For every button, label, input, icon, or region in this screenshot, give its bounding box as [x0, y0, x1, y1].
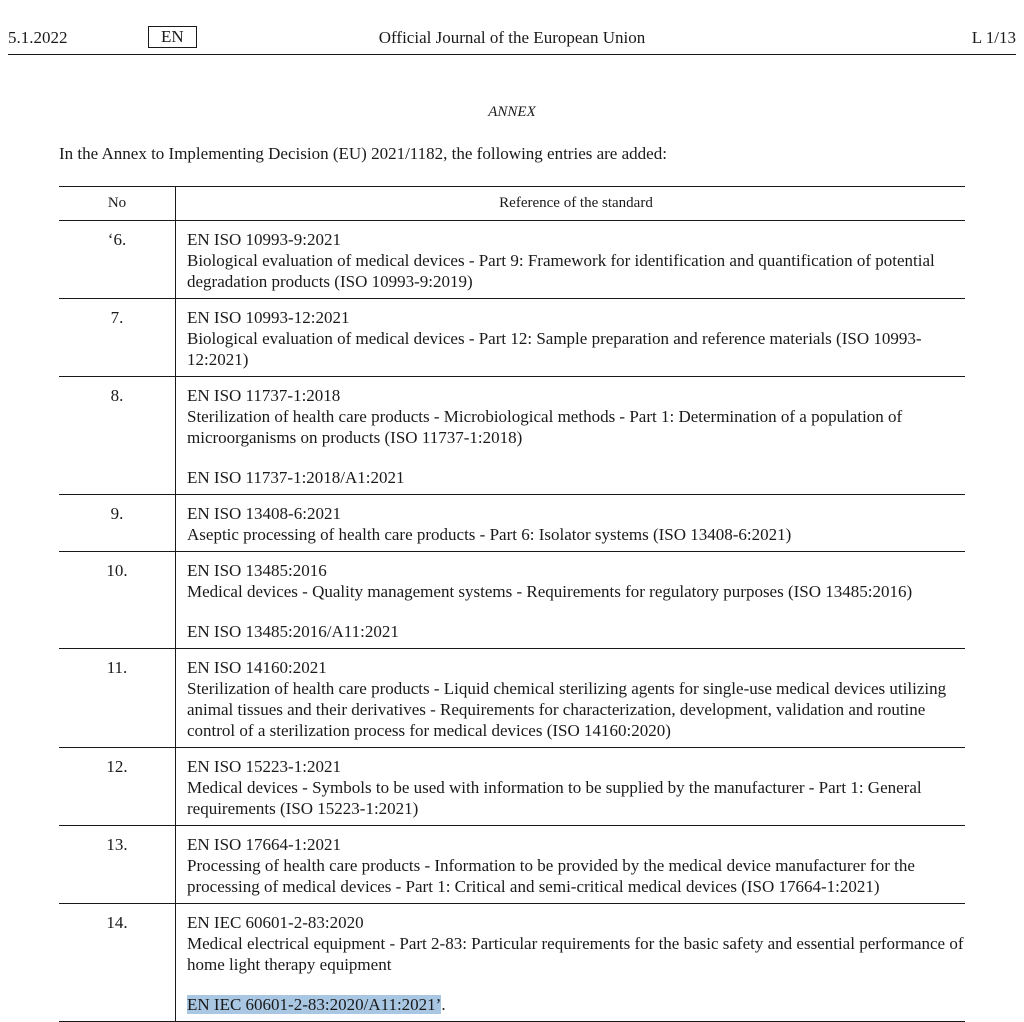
- standard-title: Aseptic processing of health care products - Part 6: Isolator systems (ISO 13408-6:2021): [187, 525, 792, 544]
- table-row: [59, 748, 965, 826]
- table-header-row: [59, 187, 965, 221]
- table-row: [59, 649, 965, 748]
- standard-title: Medical devices - Quality management systems - Requirements for regulatory purposes (ISO 13485:2016): [187, 582, 913, 601]
- selected-text-highlight[interactable]: EN IEC 60601-2-83:2020/A11:2021’: [187, 995, 442, 1014]
- row-reference: [176, 221, 966, 299]
- journal-title: Official Journal of the European Union: [378, 28, 646, 47]
- row-reference: [176, 649, 966, 748]
- page-reference: L 1/13: [971, 28, 1016, 47]
- table-row: [59, 377, 965, 495]
- table-row: [59, 904, 965, 1022]
- row-number: 9.: [59, 495, 176, 552]
- annex-title: ANNEX: [488, 104, 536, 120]
- standard-code: EN ISO 11737-1:2018: [187, 386, 341, 405]
- standard-amendment: EN ISO 13485:2016/A11:2021: [187, 622, 399, 641]
- row-number: 14.: [59, 904, 176, 1022]
- row-reference: [176, 495, 966, 552]
- standard-code: EN ISO 14160:2021: [187, 658, 327, 677]
- row-number: 12.: [59, 748, 176, 826]
- row-reference: [176, 299, 966, 377]
- column-header-reference: Reference of the standard: [176, 187, 966, 221]
- standard-amendment: EN ISO 11737-1:2018/A1:2021: [187, 468, 405, 487]
- standard-title: Sterilization of health care products - Microbiological methods - Part 1: Determination of a population of microorganisms on products (ISO 11737-1:2018): [187, 407, 903, 447]
- table-row: [59, 826, 965, 904]
- row-number: 13.: [59, 826, 176, 904]
- standard-code: EN IEC 60601-2-83:2020: [187, 913, 364, 932]
- row-reference: [176, 826, 966, 904]
- standard-code: EN ISO 15223-1:2021: [187, 757, 341, 776]
- standard-code: EN ISO 10993-9:2021: [187, 230, 341, 249]
- row-number: 11.: [59, 649, 176, 748]
- table-row: [59, 299, 965, 377]
- standard-code: EN ISO 10993-12:2021: [187, 308, 350, 327]
- standard-title: Sterilization of health care products - Liquid chemical sterilizing agents for single-use medical devices utilizing animal tissues and their derivatives - Requirements for characterization, development, validation and routine control of a sterilization process for medical devices (ISO 14160:2020): [187, 679, 947, 740]
- standards-table: [59, 186, 965, 1022]
- row-reference: [176, 552, 966, 649]
- amendment-period: .: [441, 995, 446, 1014]
- journal-header: [8, 24, 1016, 55]
- row-number: 10.: [59, 552, 176, 649]
- standard-code: EN ISO 17664-1:2021: [187, 835, 341, 854]
- standard-title: Processing of health care products - Information to be provided by the medical device manufacturer for the processing of medical devices - Part 1: Critical and semi-critical medical devices (ISO 17664-1:2021): [187, 856, 915, 896]
- intro-text: In the Annex to Implementing Decision (EU) 2021/1182, the following entries are added:: [59, 144, 667, 163]
- column-header-no: No: [59, 187, 176, 221]
- row-reference: [176, 377, 966, 495]
- table-row: [59, 552, 965, 649]
- standard-title: Medical devices - Symbols to be used with information to be supplied by the manufacturer - Part 1: General requirements (ISO 15223-1:2021): [187, 778, 922, 818]
- standard-title: Biological evaluation of medical devices - Part 12: Sample preparation and reference materials (ISO 10993-12:2021): [187, 329, 922, 369]
- standard-amendment[interactable]: [187, 994, 965, 1015]
- row-reference: [176, 748, 966, 826]
- language-badge: EN: [148, 26, 197, 48]
- standard-code: EN ISO 13408-6:2021: [187, 504, 341, 523]
- row-reference: [176, 904, 966, 1022]
- publication-date: 5.1.2022: [8, 28, 68, 47]
- standard-code: EN ISO 13485:2016: [187, 561, 327, 580]
- row-number: ‘6.: [59, 221, 176, 299]
- standard-title: Biological evaluation of medical devices - Part 9: Framework for identification and quantification of potential degradation products (ISO 10993-9:2019): [187, 251, 935, 291]
- table-row: [59, 221, 965, 299]
- table-row: [59, 495, 965, 552]
- row-number: 7.: [59, 299, 176, 377]
- row-number: 8.: [59, 377, 176, 495]
- standard-title: Medical electrical equipment - Part 2-83: Particular requirements for the basic safety and essential performance of home light therapy equipment: [187, 934, 964, 974]
